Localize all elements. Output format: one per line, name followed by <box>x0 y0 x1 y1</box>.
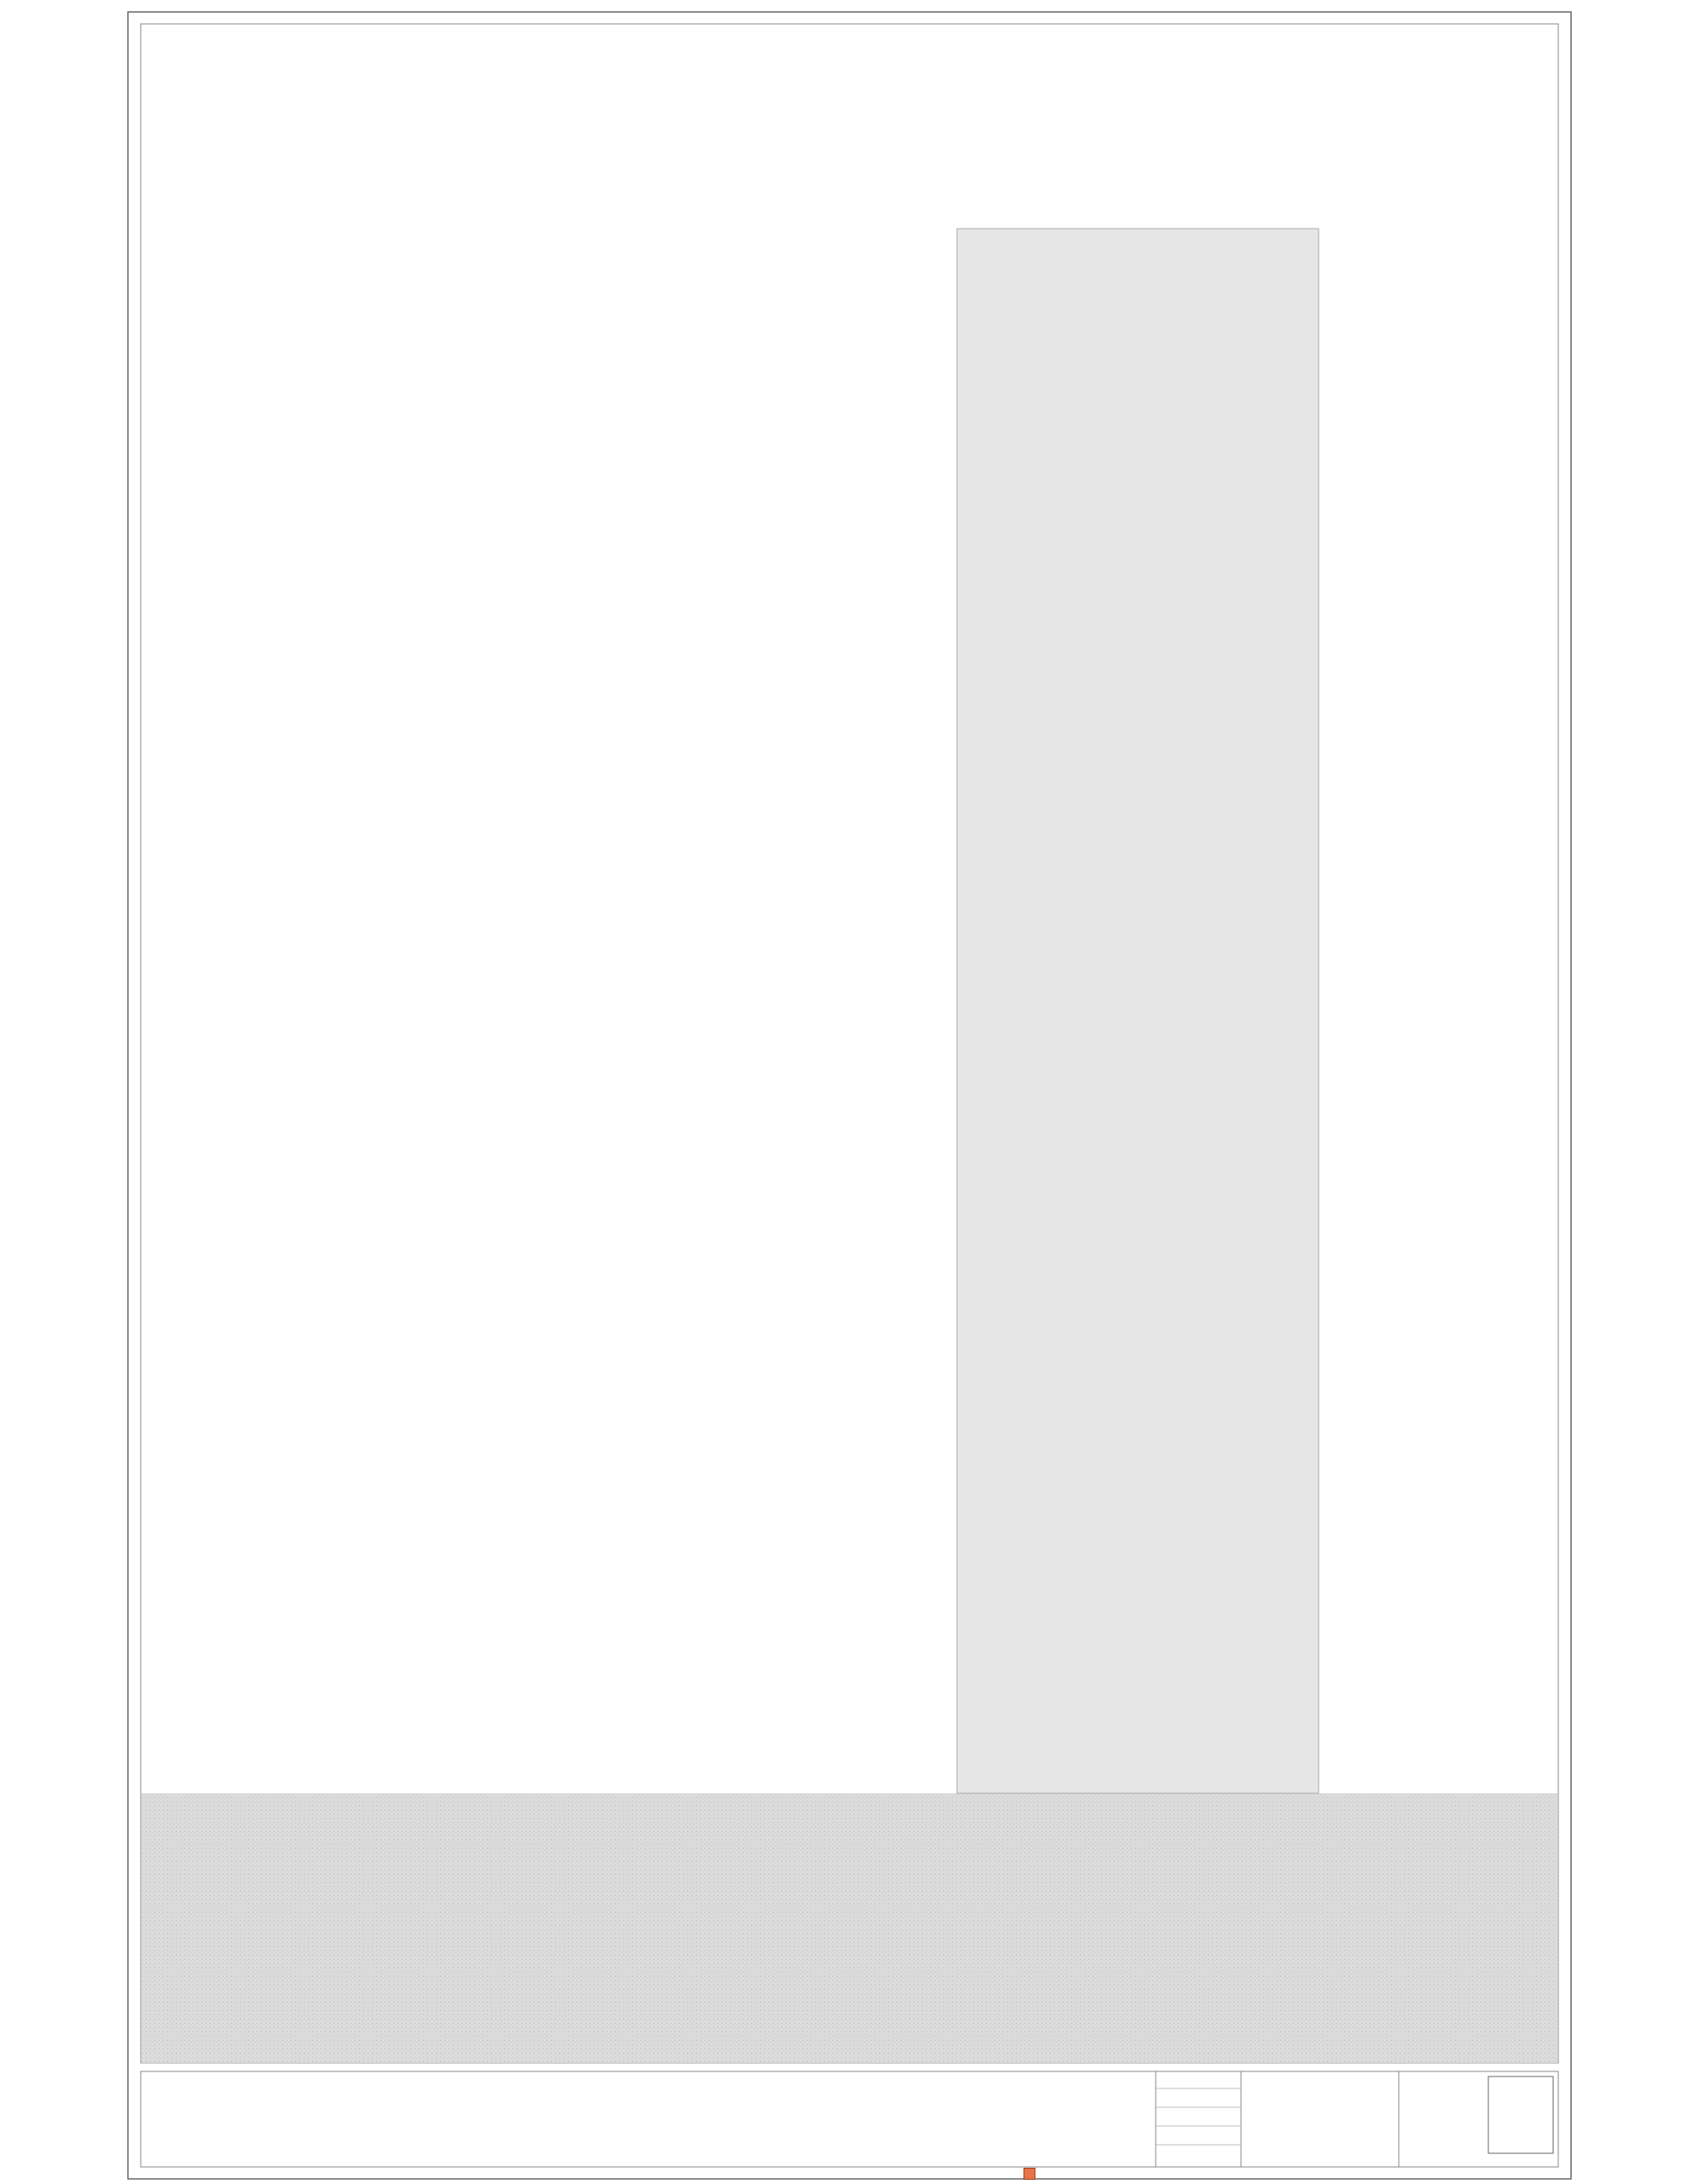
ground-fill <box>142 1793 1557 2063</box>
stamp-box <box>1488 2077 1553 2153</box>
legend-swatch <box>1023 2168 1035 2180</box>
legend <box>1023 2168 1041 2180</box>
title-block-frame <box>141 2071 1558 2167</box>
adjacent-mass <box>957 229 1319 1793</box>
drawing-frame <box>141 24 1558 2063</box>
firm-address <box>1407 2075 1501 2077</box>
